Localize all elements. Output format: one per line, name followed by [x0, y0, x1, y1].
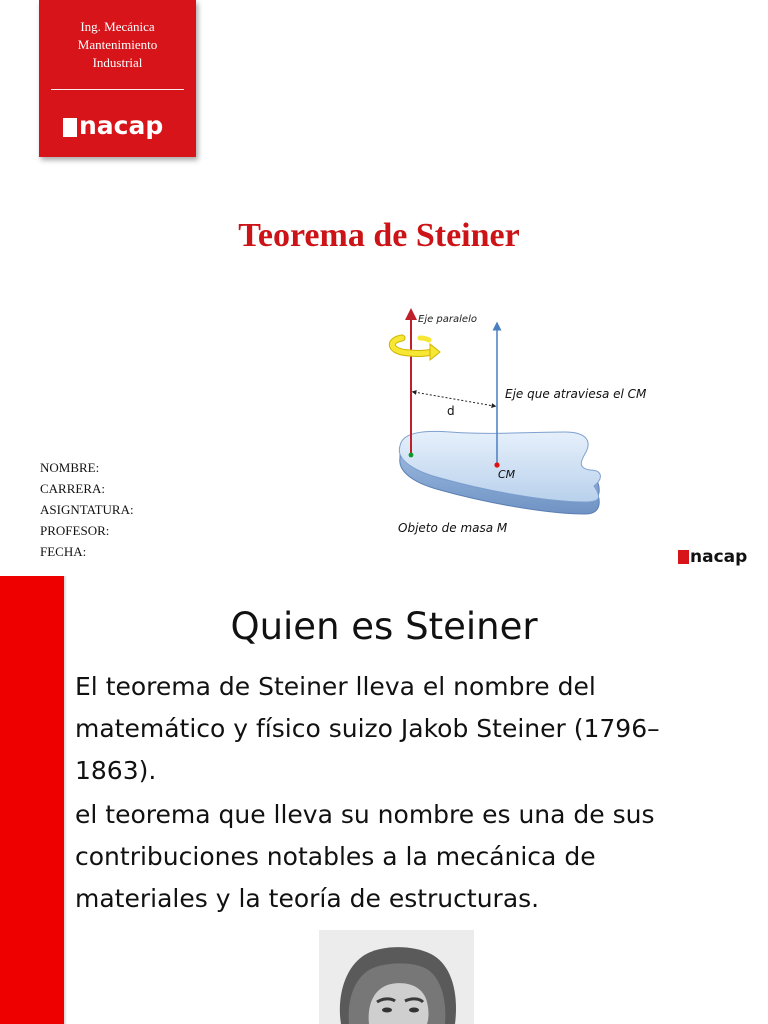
form-label-subject: ASIGNTATURA:: [40, 502, 134, 517]
form-label-date: FECHA:: [40, 544, 87, 559]
axis-parallel-label: Eje paralelo: [418, 314, 477, 325]
badge-divider: [51, 89, 184, 90]
paragraph-contribution: el teorema que lleva su nombre es una de sus contribuciones notables a la mecánica de materiales y la teoría de estructuras.: [75, 800, 655, 913]
axis-cm-label: Eje que atraviesa el CM: [505, 387, 647, 401]
institution-badge: [39, 0, 196, 157]
portrait-illustration: [319, 930, 474, 1024]
slide-title: Teorema de Steiner: [238, 217, 520, 254]
footer-logo-mark-icon: [678, 550, 689, 564]
footer-logo-text: nacap: [690, 547, 748, 567]
student-form: [40, 457, 134, 562]
badge-text: [39, 18, 196, 72]
inacap-logo: [63, 110, 163, 142]
inacap-logo-text: nacap: [79, 111, 164, 140]
accent-bar: [0, 576, 64, 1024]
form-label-name: NOMBRE:: [40, 460, 100, 475]
content-slide: [0, 576, 768, 1024]
paragraph-biography: El teorema de Steiner lleva el nombre del matemático y físico suizo Jakob Steiner (1796–1863).: [75, 672, 660, 785]
slide-title: Quien es Steiner: [230, 605, 538, 648]
object-plate-top: [399, 431, 600, 502]
distance-label: d: [447, 404, 455, 418]
axis-point: [409, 453, 414, 458]
steiner-portrait: [319, 930, 474, 1024]
rotation-arrow-icon: [392, 338, 440, 360]
footer-inacap-logo: [678, 546, 747, 568]
object-label: Objeto de masa M: [398, 521, 508, 535]
badge-line-specialty: Mantenimiento: [77, 37, 158, 52]
badge-line-area: Industrial: [92, 55, 143, 70]
steiner-diagram: [380, 300, 680, 545]
inacap-logo-mark-icon: [63, 118, 77, 137]
cm-point: [494, 462, 499, 467]
cm-label: CM: [498, 468, 516, 481]
form-label-professor: PROFESOR:: [40, 523, 110, 538]
badge-line-career: Ing. Mecánica: [80, 19, 155, 34]
form-label-career: CARRERA:: [40, 481, 106, 496]
